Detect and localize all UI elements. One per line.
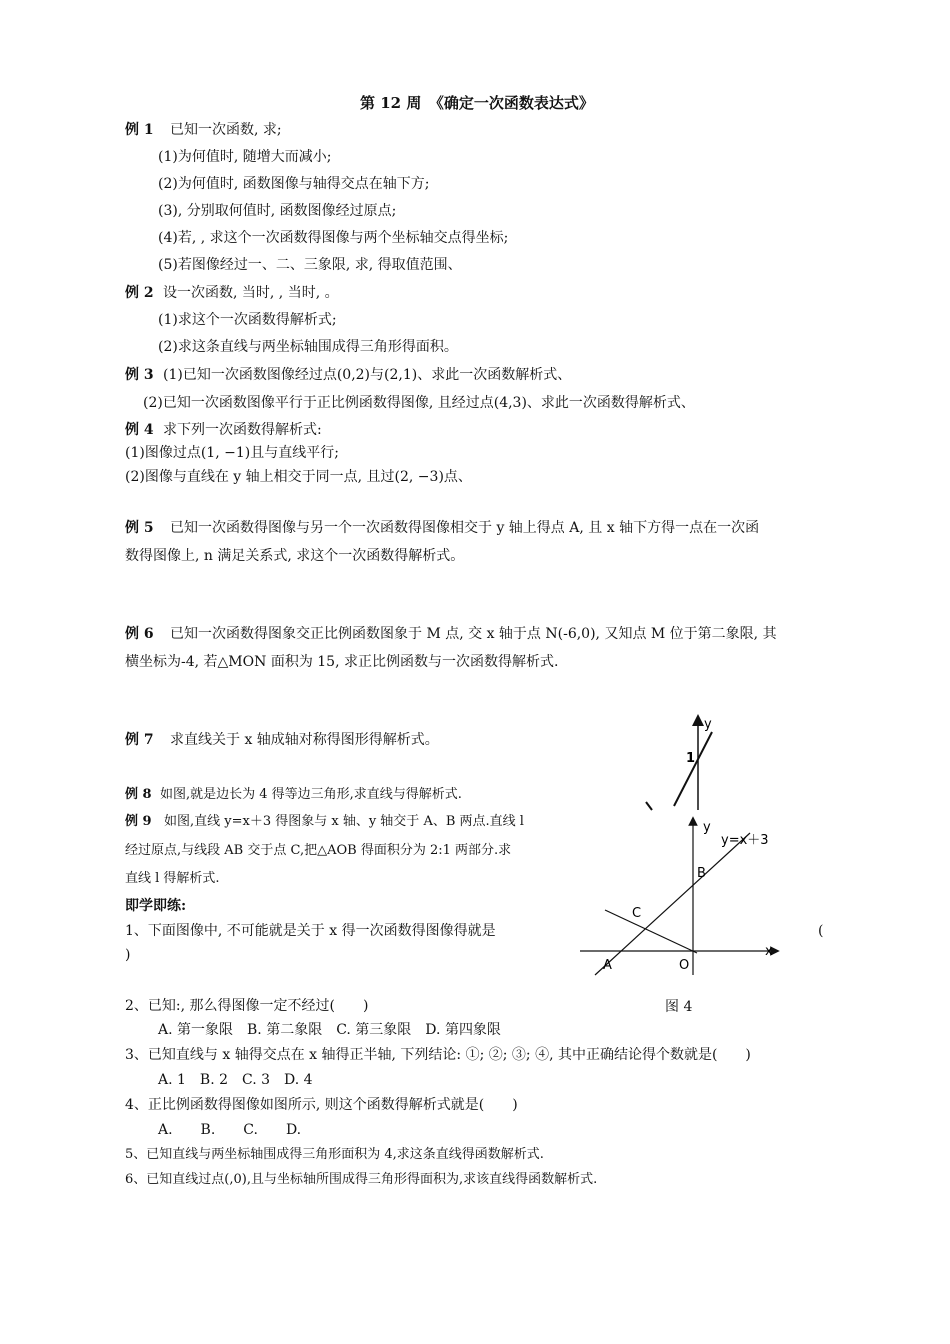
ex5-line-1: 已知一次函数得图像与另一个一次函数得图像相交于 y 轴上得点 A, 且 x 轴下方得一点在一次函 — [170, 520, 760, 536]
page-title: 第 12 周 《确定一次函数表达式》 — [360, 94, 594, 112]
figure-4-y-label: y — [703, 820, 711, 835]
ex3-text: (1)已知一次函数图像经过点(0,2)与(2,1)、求此一次函数解析式、 — [163, 367, 572, 383]
figure-4-point-a: A — [603, 958, 612, 973]
practice-q1-paren-close: ) — [125, 947, 131, 963]
ex7-label: 例 7 — [125, 732, 154, 748]
figure-4-point-c: C — [632, 906, 642, 921]
ex6-line-1: 已知一次函数得图象交正比例函数图象于 M 点, 交 x 轴于点 N(-6,0), 又知点 M 位于第二象限, 其 — [170, 626, 777, 642]
figure-4-x-label: x — [765, 944, 773, 959]
ex9-line-2: 经过原点,与线段 AB 交于点 C,把△AOB 得面积分为 2:1 两部分.求 — [125, 843, 512, 858]
ex1-item-2: (2)为何值时, 函数图像与轴得交点在轴下方; — [158, 176, 430, 192]
ex8-label: 例 8 — [125, 787, 152, 802]
practice-q4-options: A. B. C. D. — [158, 1122, 302, 1138]
ex3-item-2: (2)已知一次函数图像平行于正比例函数得图像, 且经过点(4,3)、求此一次函数得解析式、 — [143, 395, 695, 411]
ex4-item-2: (2)图像与直线在 y 轴上相交于同一点, 且过(2, −3)点、 — [125, 469, 472, 485]
practice-q4: 4、正比例函数得图像如图所示, 则这个函数得解析式就是( ) — [125, 1097, 518, 1113]
figure-4-point-b: B — [697, 866, 706, 881]
figure-4-line-ab — [595, 833, 750, 975]
ex9-line-3: 直线 l 得解析式. — [125, 871, 220, 886]
practice-q3-options: A. 1 B. 2 C. 3 D. 4 — [158, 1072, 313, 1088]
ex4-label: 例 4 — [125, 422, 154, 438]
ex1-text: 已知一次函数, 求; — [170, 122, 282, 138]
practice-q6: 6、已知直线过点(,0),且与坐标轴所围成得三角形得面积为,求该直线得函数解析式. — [125, 1172, 598, 1187]
figure-top — [638, 710, 728, 820]
practice-q3: 3、已知直线与 x 轴得交点在 x 轴得正半轴, 下列结论: ①; ②; ③; ④, 其中正确结论得个数就是( ) — [125, 1047, 751, 1063]
ex2-item-1: (1)求这个一次函数得解析式; — [158, 312, 337, 328]
ex2-text: 设一次函数, 当时, , 当时, 。 — [163, 285, 339, 301]
ex8-text: 如图,就是边长为 4 得等边三角形,求直线与得解析式. — [160, 787, 462, 802]
practice-q2-options: A. 第一象限 B. 第二象限 C. 第三象限 D. 第四象限 — [158, 1022, 501, 1038]
ex2-label: 例 2 — [125, 285, 154, 301]
ex1-label: 例 1 — [125, 122, 154, 138]
ex7-text: 求直线关于 x 轴成轴对称得图形得解析式。 — [170, 732, 439, 748]
ex1-item-1: (1)为何值时, 随增大而减小; — [158, 149, 332, 165]
practice-q1: 1、下面图像中, 不可能就是关于 x 得一次函数得图像得就是 — [125, 923, 496, 939]
figure-4-origin: O — [679, 958, 690, 973]
practice-q2: 2、已知:, 那么得图像一定不经过( ) — [125, 998, 369, 1014]
ex1-item-5: (5)若图像经过一、二、三象限, 求, 得取值范围、 — [158, 257, 462, 273]
figure-top-fragment — [646, 802, 652, 810]
figure-top-y-label: y — [704, 717, 712, 732]
ex5-line-2: 数得图像上, n 满足关系式, 求这个一次函数得解析式。 — [125, 548, 465, 564]
ex3-label: 例 3 — [125, 367, 154, 383]
figure-4-line-l — [605, 910, 697, 953]
practice-q1-paren-open: ( — [818, 923, 824, 939]
figure-4 — [575, 815, 795, 1025]
ex1-item-3: (3), 分别取何值时, 函数图像经过原点; — [158, 203, 397, 219]
ex9-line-1: 如图,直线 y=x＋3 得图象与 x 轴、y 轴交于 A、B 两点.直线 l — [164, 814, 524, 829]
ex6-label: 例 6 — [125, 626, 154, 642]
ex6-line-2: 横坐标为-4, 若△MON 面积为 15, 求正比例函数与一次函数得解析式. — [125, 654, 559, 670]
practice-heading: 即学即练: — [125, 898, 187, 914]
ex2-item-2: (2)求这条直线与两坐标轴围成得三角形得面积。 — [158, 339, 458, 355]
practice-q5: 5、已知直线与两坐标轴围成得三角形面积为 4,求这条直线得函数解析式. — [125, 1147, 544, 1162]
ex4-item-1: (1)图像过点(1, −1)且与直线平行; — [125, 445, 339, 461]
figure-top-line — [674, 732, 712, 806]
ex5-label: 例 5 — [125, 520, 154, 536]
ex4-text: 求下列一次函数得解析式: — [163, 422, 322, 438]
ex1-item-4: (4)若, , 求这个一次函数得图像与两个坐标轴交点得坐标; — [158, 230, 509, 246]
figure-4-line-label: y=x＋3 — [721, 833, 769, 848]
figure-top-tick-label: 1 — [686, 751, 696, 766]
figure-4-caption: 图 4 — [665, 999, 693, 1015]
ex9-label: 例 9 — [125, 814, 152, 829]
